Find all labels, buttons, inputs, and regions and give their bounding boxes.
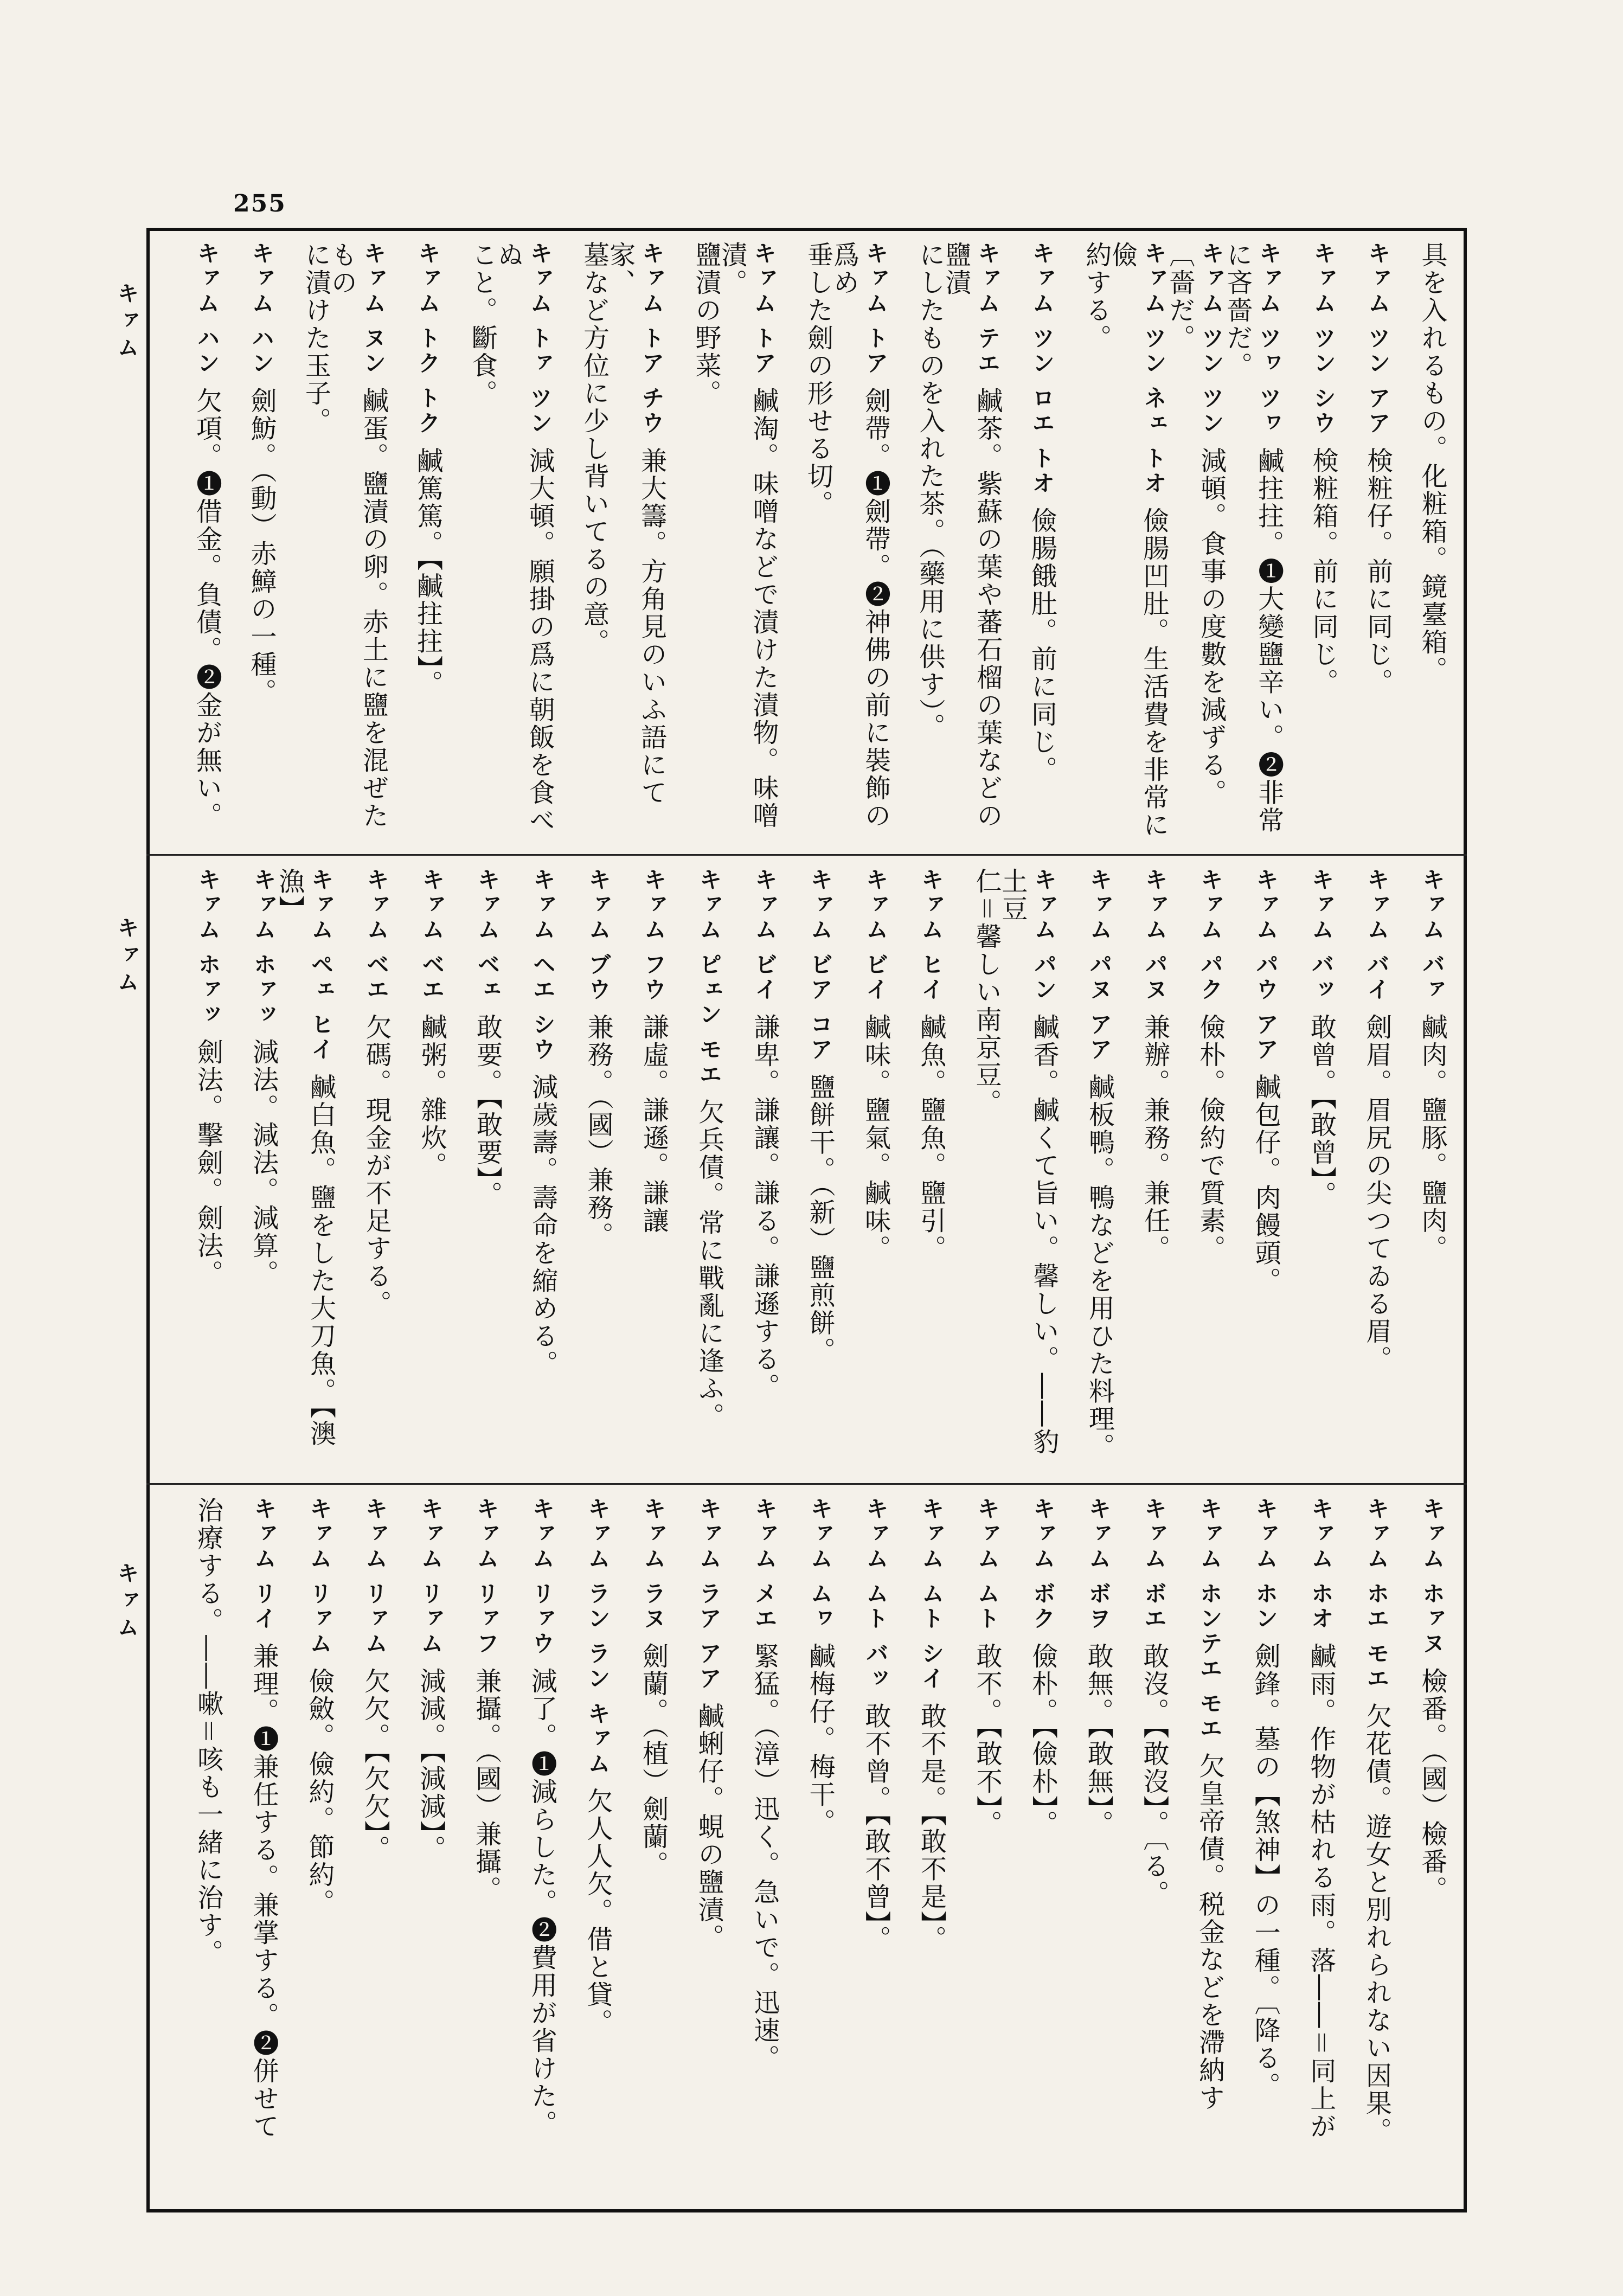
entry-definition: こと。斷食。 [467, 241, 498, 407]
entry-definition: 減大頓。願掛の爲に朝飯を食べぬ [493, 241, 555, 835]
dictionary-entry [829, 241, 891, 849]
entry-definition: 鹹板鴨。鴨などを用ひた料理。 [1084, 1073, 1115, 1461]
dictionary-entry [894, 1497, 947, 2196]
dictionary-entry [393, 1497, 446, 2196]
entry-reading: キァム ホン [1252, 1497, 1279, 1632]
dictionary-entry [326, 241, 389, 849]
entry-reading: キァム リァフ [473, 1497, 500, 1657]
dictionary-entry [1164, 241, 1227, 849]
entry-reading: キァム ラア アア [696, 1497, 723, 1692]
entry-definition: 減法。減法。減算。 [248, 1038, 279, 1287]
entry-definition: 欠花債。遊女と別れられない因果。 [1361, 1702, 1392, 2145]
entry-reading: キァム トア [750, 241, 778, 376]
dictionary-entry [782, 1497, 836, 2196]
entry-reading: キァム ホオ [1307, 1497, 1335, 1632]
dictionary-entry [893, 241, 945, 849]
entry-definition: 鹹白魚。鹽をした大刀魚。【澳漁】 [274, 868, 336, 1448]
entry-definition: 鹹淘。味噌などで漬けた漬物。味噌漬。 [717, 241, 779, 830]
entry-reading: キァム ベエ [419, 868, 446, 1003]
entry-definition: 鹹篤篤。【鹹拄拄】。 [412, 447, 443, 698]
dictionary-entry [1396, 241, 1448, 849]
entry-reading: キァム ヘエ シウ [529, 868, 556, 1063]
dictionary-entry [727, 868, 780, 1475]
dictionary-entry [1061, 1497, 1114, 2196]
entry-definition: 欠人人欠。借と貸。 [582, 1787, 613, 2036]
dictionary-section [168, 241, 1448, 849]
entry-reading: キァム ボヲ [1085, 1497, 1112, 1632]
dictionary-entry [394, 868, 447, 1475]
entry-definition: 儉斂。儉約。節約。 [304, 1667, 335, 1916]
dictionary-entry [1284, 868, 1337, 1475]
dictionary-entry [893, 868, 946, 1475]
dictionary-entry [170, 1497, 224, 2196]
entry-definition: 儉朴。【儉朴】。 [1027, 1642, 1058, 1838]
dictionary-entry [391, 241, 443, 849]
entry-reading: キァム リイ [251, 1497, 278, 1632]
entry-definition: 垂した劍の形せる切。 [803, 241, 833, 518]
entry-reading: キァム ホァッ [195, 868, 222, 1028]
entry-definition: 鹹蜊仔。蜆の鹽漬。 [694, 1702, 724, 1952]
dictionary-entry [838, 1497, 891, 2196]
entry-reading: キァム ツン シウ [1310, 241, 1337, 437]
dictionary-entry [670, 241, 722, 849]
entry-definition: 鹽漬の野菜。 [691, 241, 722, 407]
dictionary-entry [493, 241, 555, 849]
dictionary-entry [170, 868, 223, 1475]
entry-reading: キァム ハン [194, 241, 221, 376]
entry-reading: キァム ベェ [474, 868, 501, 1003]
dictionary-entry [450, 868, 503, 1475]
entry-definition: 兼攝。（國）兼攝。 [471, 1667, 502, 1903]
dictionary-entry [337, 1497, 391, 2196]
dictionary-entry [671, 868, 724, 1475]
entry-definition: 鹹味。鹽氣。鹹味。 [860, 1013, 891, 1262]
dictionary-entry [279, 241, 331, 849]
entry-definition: 鹹香。鹹くて旨い。馨しい。――豹土豆 [997, 868, 1060, 1456]
entry-definition: 鹹梅仔。梅干。 [805, 1642, 836, 1836]
entry-reading: キァム ムヮ [807, 1497, 834, 1632]
dictionary-entry [1005, 241, 1057, 849]
entry-reading: キァム トア [862, 241, 889, 376]
entry-definition: 緊猛。（漳）迅く。急いで。迅速。 [749, 1642, 780, 2072]
dictionary-entry [1107, 241, 1170, 849]
entry-definition: 検粧仔。前に同じ。 [1362, 447, 1393, 696]
dictionary-entry [226, 868, 279, 1475]
dictionary-entry [226, 1497, 280, 2196]
dictionary-entry [1116, 1497, 1170, 2196]
entry-reading: キァム ムト シイ [918, 1497, 945, 1692]
dictionary-entry [505, 868, 559, 1475]
entry-reading: キァム リァム [362, 1497, 389, 1657]
entry-reading: キァム ラン ラン キァム [584, 1497, 611, 1776]
dictionary-entry [448, 1497, 502, 2196]
entry-reading: キァム ボエ [1140, 1497, 1167, 1632]
dictionary-entry [616, 868, 669, 1475]
entry-definition: 敢不是。【敢不是】。 [916, 1702, 947, 1953]
entry-definition: 減歲壽。壽命を縮める。 [527, 1073, 558, 1378]
entry-reading: キァム トア チウ [638, 241, 665, 437]
entry-reading: キァム バァ [1419, 868, 1446, 1003]
entry-reading: キァム ホエ モエ [1363, 1497, 1390, 1692]
entry-definition: 墓など方位に少し背いてるの意。 [579, 241, 610, 656]
entry-definition: 敢要。【敢要】。 [472, 1013, 503, 1209]
entry-reading: キァム ヒイ [918, 868, 945, 1003]
entry-definition: 劍鋒。墓の【煞神】の一種。〔降る。 [1250, 1642, 1281, 2100]
entry-definition: 鹹雨。作物が枯れる雨。落――＝同上が [1305, 1642, 1336, 2140]
entry-reading: キァム ツン アア [1364, 241, 1391, 437]
entry-reading: キァム ラヌ [640, 1497, 667, 1632]
entry-definition: 約する。 [1081, 241, 1112, 352]
dictionary-entry [940, 241, 1003, 849]
entry-definition: 鹹茶。紫蘇の葉や蕃石榴の葉などの鹽漬 [940, 241, 1003, 830]
entry-reading: キァム メエ [751, 1497, 778, 1632]
entry-definition: にしたものを入れた茶。（藥用に供す）。 [914, 241, 945, 741]
dictionary-entry [561, 868, 614, 1475]
entry-definition: 劍帶。❶劍帶。❷神佛の前に裝飾の爲め [829, 241, 891, 830]
dictionary-entry [274, 868, 337, 1475]
entry-definition: 兼務。（國）兼務。 [583, 1013, 614, 1249]
entry-reading: キァム ツン ネェ トオ [1140, 241, 1167, 496]
entry-definition: 敢不。【敢不】。 [972, 1642, 1003, 1838]
dictionary-entry [1228, 1497, 1281, 2196]
entry-reading: キァム ツン ツン [1198, 241, 1225, 437]
entry-reading: キァム ベエ [363, 868, 390, 1003]
dictionary-entry [997, 868, 1060, 1475]
entry-definition: 鹹粥。雜炊。 [416, 1013, 447, 1179]
entry-definition: 劍魴。（動）赤鱆の一種。 [246, 387, 277, 706]
dictionary-entry [560, 1497, 613, 2196]
entry-definition: 劍法。擊劍。劍法。 [193, 1038, 223, 1287]
dictionary-entry [1222, 241, 1285, 849]
dictionary-entry [1395, 868, 1448, 1475]
entry-definition: 敢不曾。【敢不曾】。 [860, 1702, 891, 1953]
entry-reading: キァム ホァヌ [1419, 1497, 1446, 1657]
entry-reading: キァム トァ ツン [527, 241, 554, 437]
dictionary-entry [605, 241, 668, 849]
entry-definition: 儉腸凹肚。生活費を非常に儉 [1107, 241, 1169, 839]
dictionary-entry [1339, 1497, 1393, 2196]
entry-reading: キァム リァム [418, 1497, 445, 1657]
entry-definition: 鹹包仔。肉饅頭。 [1250, 1073, 1281, 1295]
dictionary-entry [727, 1497, 780, 2196]
entry-reading: キァム ツヮ ツヮ [1255, 241, 1282, 437]
entry-reading: キァム ホンテエ モエ [1196, 1497, 1223, 1742]
entry-reading: キァム バッ [1308, 868, 1335, 1003]
section-divider [146, 854, 1467, 856]
dictionary-entry [1394, 1497, 1448, 2196]
dictionary-entry [1339, 868, 1392, 1475]
entry-definition: 兼大籌。方角見のいふ語にて家、 [605, 241, 667, 807]
page-number: 255 [233, 190, 286, 217]
entry-definition: 減了。❶減らした。❷費用が省けた。 [527, 1667, 557, 2138]
dictionary-entry [1117, 868, 1170, 1475]
section-divider [146, 1483, 1467, 1485]
entry-definition: に漬けた玉子。 [300, 241, 331, 435]
dictionary-entry [1228, 868, 1281, 1475]
entry-reading: キァム ペェ ヒイ [307, 868, 335, 1063]
entry-reading: キァム バイ [1363, 868, 1390, 1003]
entry-reading: キァム ムト [974, 1497, 1001, 1632]
dictionary-entry [615, 1497, 669, 2196]
entry-reading: キァム テエ [974, 241, 1001, 376]
margin-label: キァム [114, 282, 139, 363]
entry-definition: 儉朴。儉約で質素。 [1195, 1013, 1226, 1262]
entry-reading: キァム ヌン [360, 241, 387, 376]
dictionary-entry [950, 1497, 1003, 2196]
dictionary-entry [339, 868, 392, 1475]
dictionary-entry [1060, 241, 1112, 849]
entry-definition: 劍眉。眉尻の尖つてゐる眉。 [1361, 1013, 1392, 1373]
entry-definition: 鹹肉。鹽豚。鹽肉。 [1417, 1013, 1447, 1262]
dictionary-entry [717, 241, 779, 849]
entry-reading: キァム パヌ [1141, 868, 1169, 1003]
entry-reading: キァム フウ [640, 868, 668, 1003]
dictionary-entry [838, 868, 891, 1475]
dictionary-entry [1283, 1497, 1337, 2196]
entry-reading: キァム パヌ アア [1086, 868, 1113, 1063]
dictionary-entry [782, 868, 836, 1475]
entry-definition: 鹽餅干。（新）鹽煎餅。 [805, 1073, 836, 1365]
entry-reading: キァム ピェン モエ [696, 868, 723, 1088]
entry-reading: キァム ホァッ [250, 868, 277, 1028]
entry-reading: キァム パン [1031, 868, 1058, 1003]
entry-definition: 敢曾。【敢曾】。 [1306, 1013, 1337, 1209]
dictionary-entry [1172, 1497, 1226, 2196]
entry-reading: キァム ボク [1029, 1497, 1056, 1632]
entry-definition: 謙卑。謙讓。謙る。謙遜する。 [749, 1013, 780, 1401]
entry-definition: 減減。【減減】。 [415, 1667, 446, 1863]
dictionary-entry [1005, 1497, 1059, 2196]
dictionary-entry [281, 1497, 335, 2196]
dictionary-entry [170, 241, 222, 849]
entry-reading: キァム パク [1197, 868, 1224, 1003]
entry-definition: 欠兵債。常に戰亂に逢ふ。 [694, 1098, 724, 1431]
entry-definition: 欠欠。【欠欠】。 [360, 1667, 390, 1863]
entry-definition: 兼理。❶兼任する。兼掌する。❷併せて [248, 1642, 279, 2140]
dictionary-entry [949, 868, 1002, 1475]
dictionary-entry [671, 1497, 724, 2196]
entry-reading: キァム ビイ [862, 868, 889, 1003]
entry-reading: キァム ムト バッ [862, 1497, 889, 1692]
entry-definition: 減頓。食事の度數を減ずる。〔嗇だ。 [1164, 241, 1227, 807]
entry-reading: キァム ハン [248, 241, 275, 376]
entry-definition: 鹹蛋。鹽漬の卵。赤土に鹽を混ぜたもの [326, 241, 389, 830]
dictionary-section [168, 868, 1448, 1475]
dictionary-entry [781, 241, 833, 849]
entry-definition: 仁＝馨しい南京豆。 [971, 868, 1002, 1117]
dictionary-entry [1062, 868, 1115, 1475]
entry-definition: 欠皇帝債。税金などを滯納す [1194, 1752, 1225, 2112]
entry-reading: キァム パウ アア [1253, 868, 1280, 1063]
entry-reading: キァム ビイ [751, 868, 778, 1003]
dictionary-entry [1287, 241, 1339, 849]
entry-reading: キァム ブウ [585, 868, 612, 1003]
dictionary-entry [557, 241, 610, 849]
dictionary-section [168, 1497, 1448, 2196]
margin-label: キァム [114, 916, 139, 998]
entry-definition: 欠項。❶借金。負債。❷金が無い。 [191, 387, 222, 830]
entry-definition: 具を入れるもの。化粧箱。鏡臺箱。 [1417, 241, 1447, 684]
entry-definition: 儉腸餓肚。前に同じ。 [1027, 506, 1057, 784]
entry-definition: 檢番。（國）檢番。 [1417, 1667, 1447, 1903]
entry-definition: 敢無。【敢無】。 [1083, 1642, 1114, 1838]
entry-definition: 検粧箱。前に同じ。 [1308, 447, 1339, 696]
entry-definition: 鹹拄拄。❶大變鹽辛い。❷非常に吝嗇だ。 [1222, 241, 1284, 835]
entry-reading: キァム リァム [306, 1497, 333, 1657]
entry-reading: キァム ビア コア [807, 868, 834, 1063]
entry-definition: 鹹魚。鹽魚。鹽引。 [915, 1013, 946, 1262]
entry-definition: 欠碼。現金が不足する。 [361, 1013, 392, 1318]
entry-definition: 敢沒。【敢沒】。〔る。 [1138, 1642, 1169, 1908]
dictionary-entry [1341, 241, 1393, 849]
dictionary-entry [446, 241, 498, 849]
entry-definition: 兼辦。兼務。兼任。 [1139, 1013, 1170, 1262]
entry-definition: 治療する。――嗽＝咳も一緒に治す。 [193, 1497, 223, 1967]
entry-reading: キァム ツン ロエ トオ [1029, 241, 1056, 496]
dictionary-entry [225, 241, 277, 849]
entry-definition: 謙虛。謙遜。謙讓 [638, 1013, 669, 1235]
entry-reading: キァム リァウ [529, 1497, 556, 1657]
margin-label: キァム [114, 1562, 139, 1643]
dictionary-entry [1173, 868, 1226, 1475]
dictionary-entry [504, 1497, 558, 2196]
entry-reading: キァム トク トク [414, 241, 441, 437]
entry-definition: 劍蘭。（植）劍蘭。 [638, 1642, 669, 1878]
